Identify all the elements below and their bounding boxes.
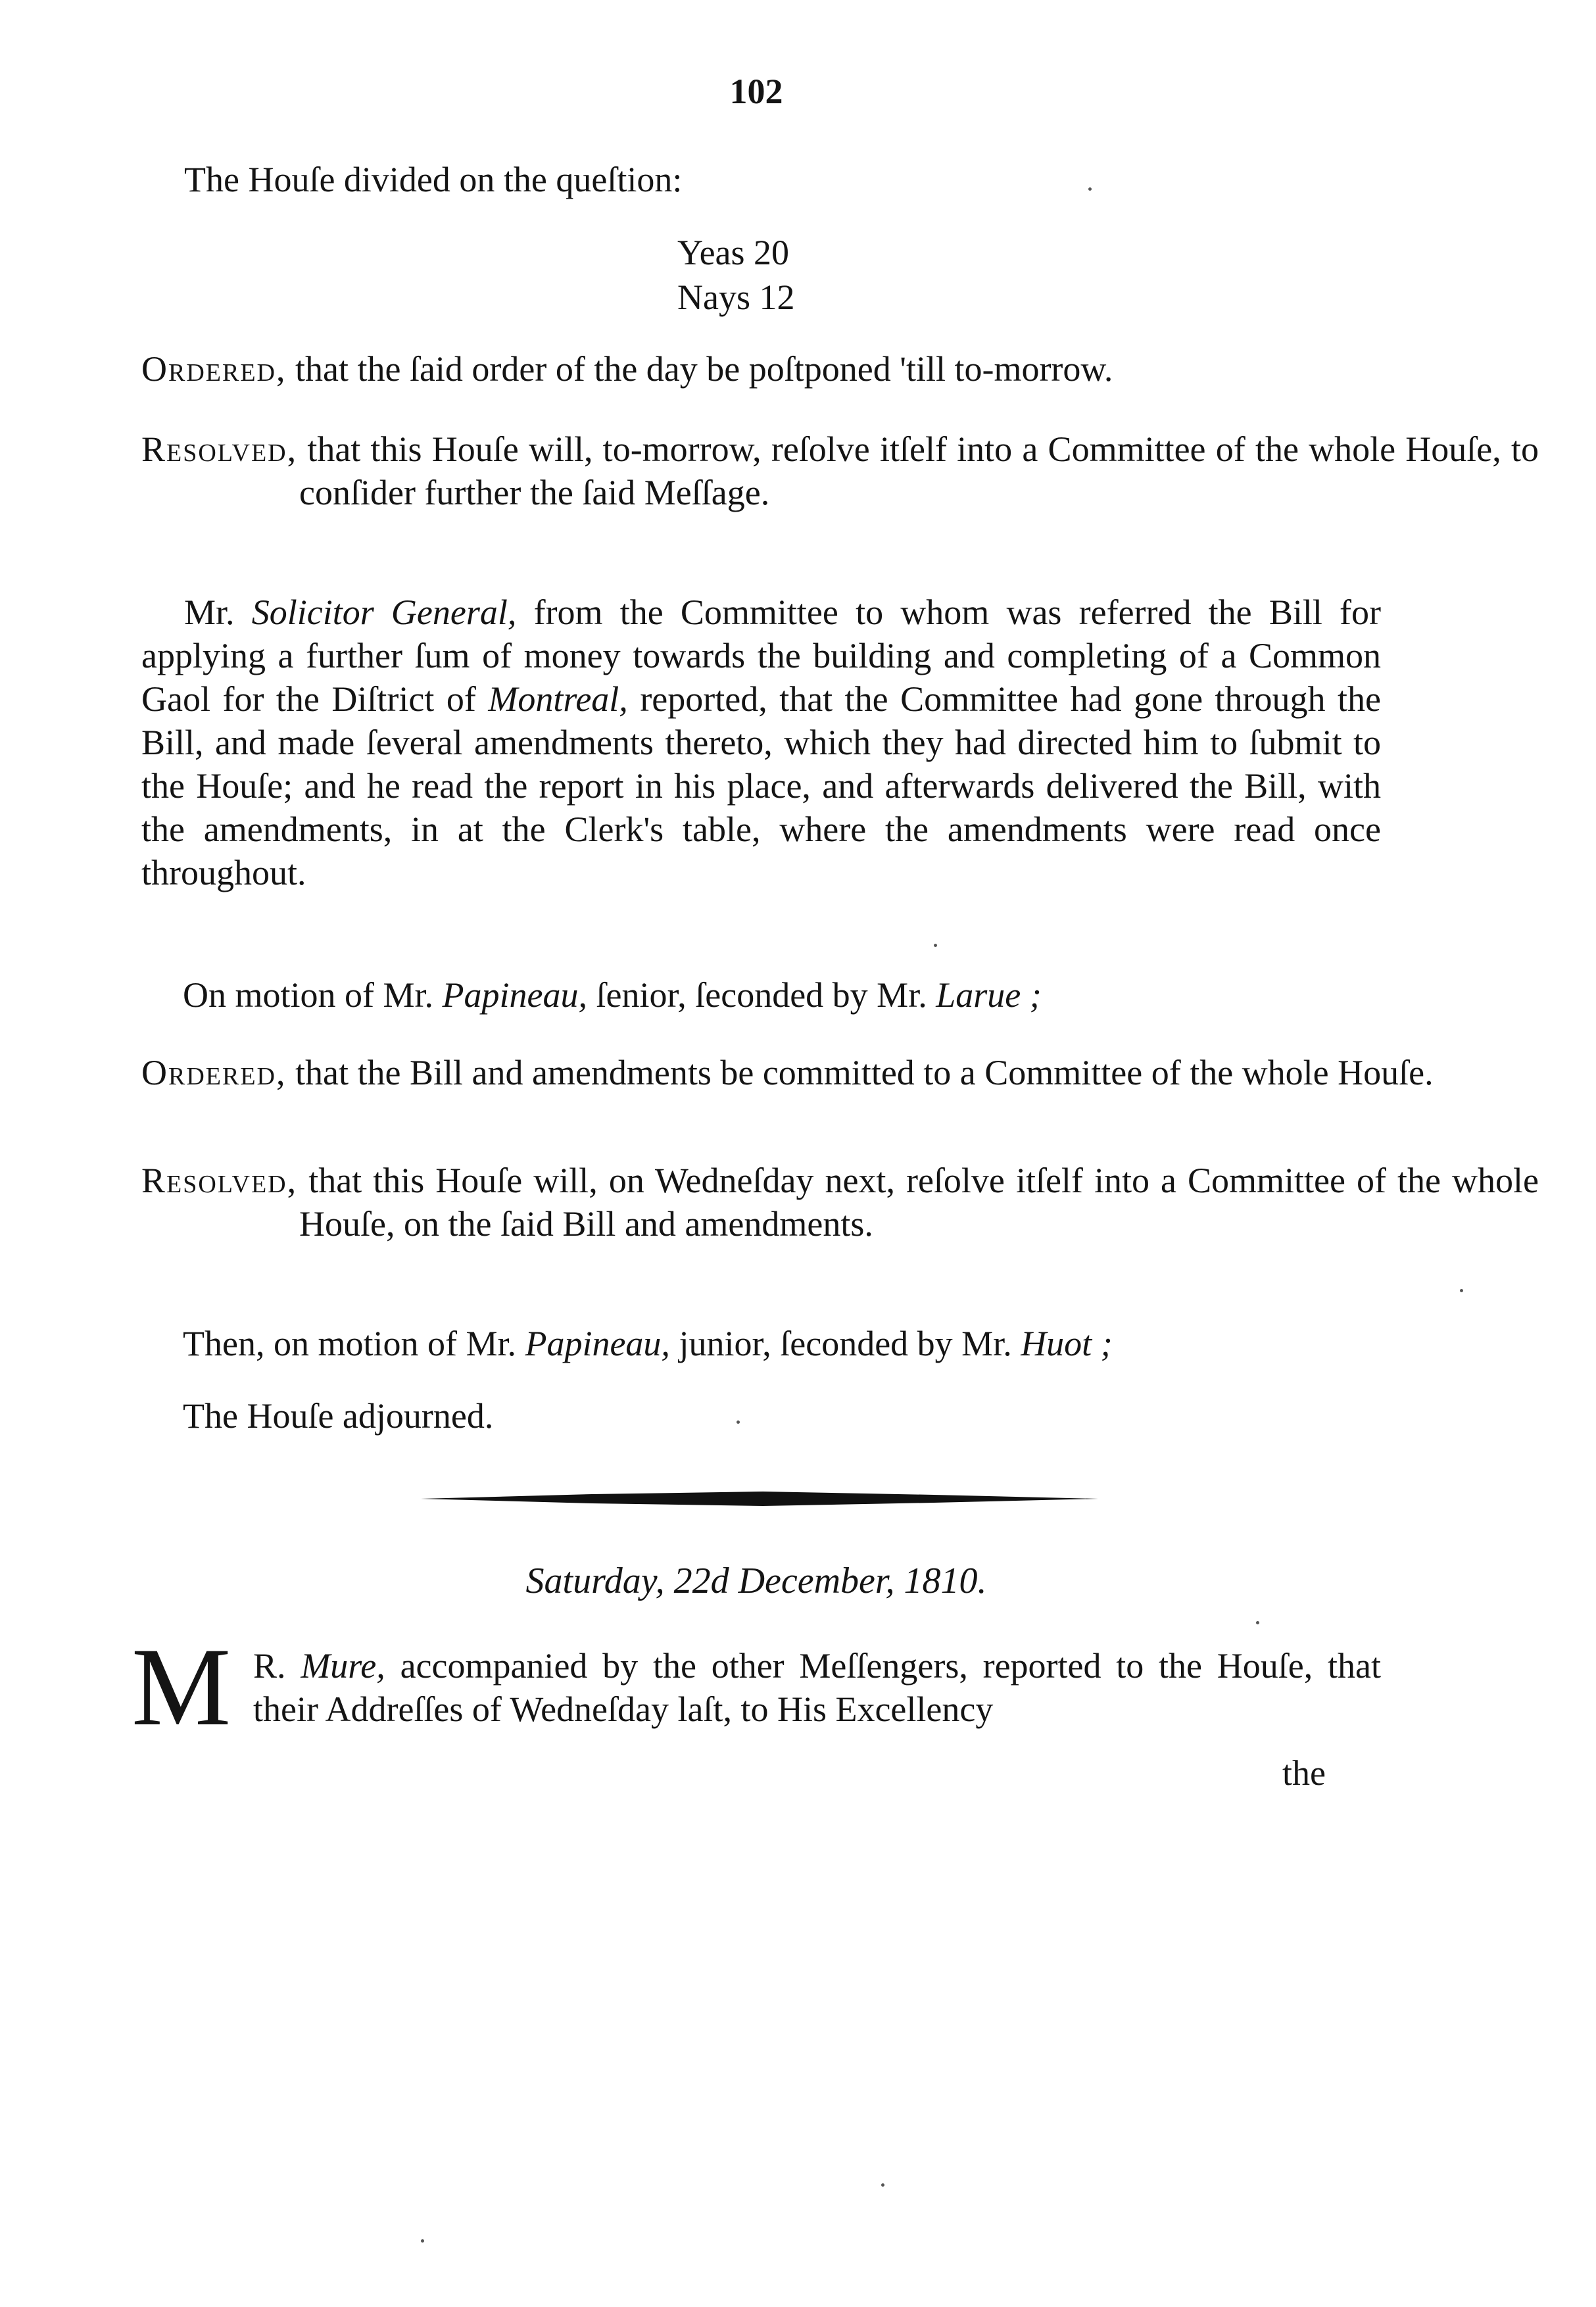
scan-speck xyxy=(1460,1289,1463,1292)
motion2-mid: junior, ſeconded by Mr. xyxy=(679,1324,1012,1363)
vote-tally xyxy=(677,230,794,320)
yeas-count: Yeas 20 xyxy=(677,233,790,272)
report-text-1: from the Committee to whom was referred the Bill for applying a further ſum of money towards the building and completing of a Common Gaol for the Diſtrict of xyxy=(141,593,1382,719)
ordered-label-2: Ordered, xyxy=(141,1053,287,1092)
resolved-label: Resolved, xyxy=(141,429,298,469)
motion1-seconder: Larue ; xyxy=(936,975,1042,1015)
scan-speck xyxy=(737,1421,740,1424)
messenger-report-paragraph xyxy=(253,1644,1381,1731)
messenger-report-text: accompanied by the other Meſſengers, reported to the Houſe, that their Addreſſes of Wedneſday laſt, to His Excellency xyxy=(253,1646,1382,1729)
ordered-text: that the ſaid order of the day be poſtponed 'till to-morrow. xyxy=(295,349,1113,389)
motion-papineau-junior xyxy=(183,1322,1113,1365)
session-dateline: Saturday, 22d December, 1810. xyxy=(525,1561,987,1601)
resolved-entry-wednesday xyxy=(141,1159,1539,1246)
motion1-prefix: On motion of Mr. xyxy=(183,975,434,1015)
report-prefix: Mr. xyxy=(184,593,235,632)
resolved-entry-committee xyxy=(141,427,1539,514)
mr-abbrev: R. xyxy=(253,1646,286,1686)
section-divider-rule xyxy=(421,1492,1098,1506)
drop-cap-letter: M xyxy=(132,1625,231,1749)
page-number: 102 xyxy=(729,72,783,111)
motion2-mover: Papineau, xyxy=(525,1324,670,1363)
ordered-text-2: that the Bill and amendments be committed to a Committee of the whole Houſe. xyxy=(295,1053,1434,1092)
solicitor-general-report xyxy=(141,591,1381,894)
motion-papineau-senior xyxy=(183,973,1042,1017)
division-intro: The Houſe divided on the queſtion: xyxy=(184,160,683,199)
motion1-mover: Papineau, xyxy=(442,975,587,1015)
house-adjourned: The Houſe adjourned. xyxy=(183,1396,494,1436)
ordered-entry-commit xyxy=(141,1051,1539,1094)
ordered-label: Ordered, xyxy=(141,349,287,389)
report-place: Montreal, xyxy=(488,679,628,719)
resolved-text-2: that this Houſe will, on Wedneſday next, reſolve itſelf into a Committee of the whole Houſe, on the ſaid Bill and amendments. xyxy=(299,1161,1539,1244)
resolved-text: that this Houſe will, to-morrow, reſolve itſelf into a Committee of the whole Houſe, to conſider further the ſaid Meſſage. xyxy=(299,429,1539,512)
motion2-prefix: Then, on motion of Mr. xyxy=(183,1324,516,1363)
messenger-name: Mure, xyxy=(301,1646,385,1686)
report-office: Solicitor General, xyxy=(251,593,517,632)
nays-count: Nays 12 xyxy=(677,278,795,317)
resolved-label-2: Resolved, xyxy=(141,1161,298,1200)
ordered-entry-postpone xyxy=(141,347,1539,391)
motion2-seconder: Huot ; xyxy=(1021,1324,1113,1363)
scan-speck xyxy=(934,944,937,947)
scan-speck xyxy=(881,2183,884,2187)
scan-speck xyxy=(1256,1621,1259,1624)
scan-speck xyxy=(1088,187,1092,191)
motion1-mid: ſenior, ſeconded by Mr. xyxy=(596,975,927,1015)
report-text-2: reported, that the Committee had gone through the Bill, and made ſeveral amendments thereto, which they had directed him to ſubmit to the Houſe; and he read the report in his place, and afterwards delivered the Bill, with the amendments, in at the Clerk's table, where the amendments were read once throughout. xyxy=(141,679,1381,892)
catchword: the xyxy=(1282,1753,1326,1793)
scan-speck xyxy=(421,2239,424,2243)
